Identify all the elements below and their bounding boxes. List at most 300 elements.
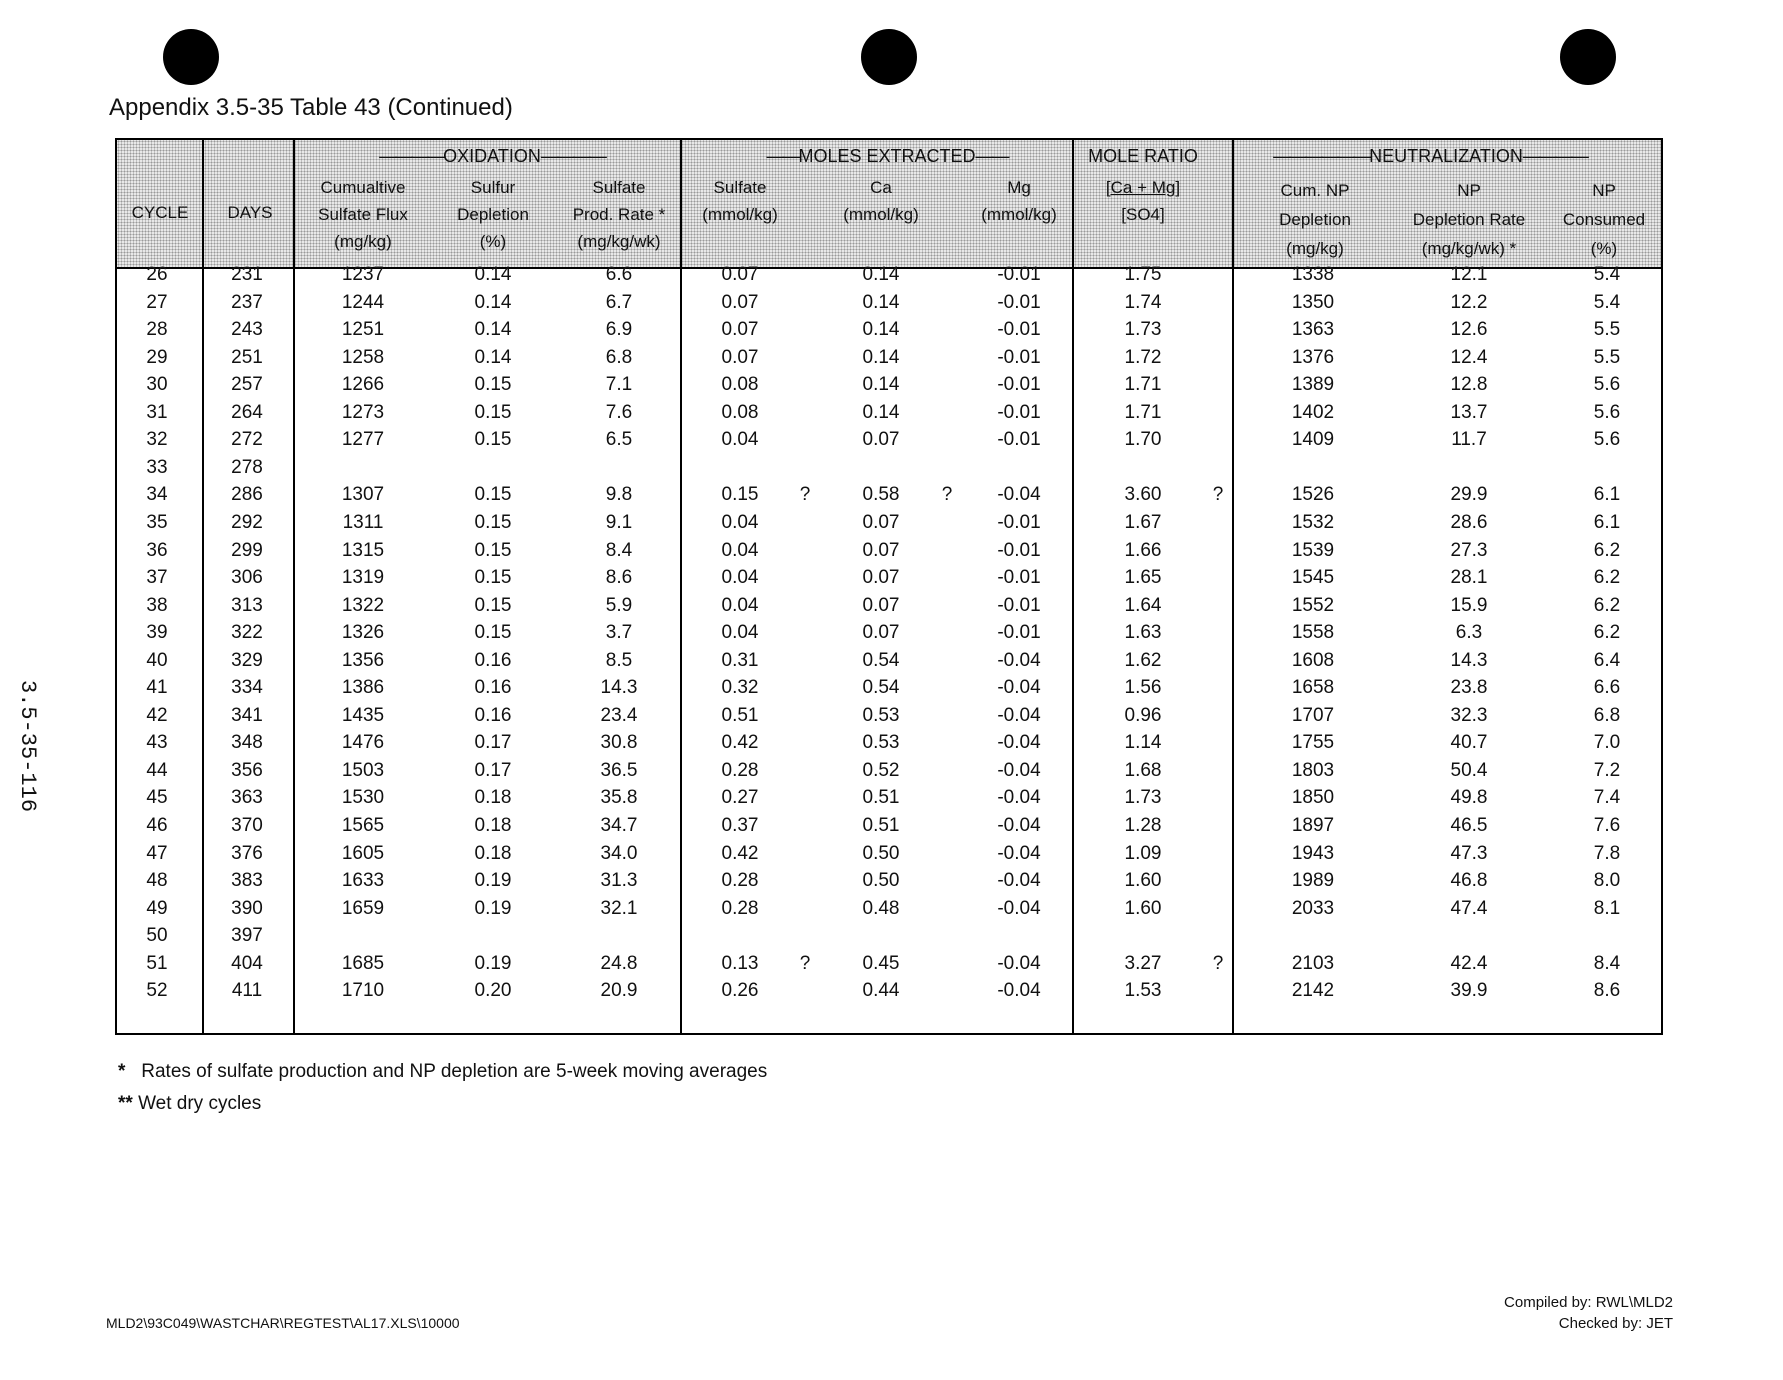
- oxidation-group-title: ————OXIDATION————: [379, 146, 605, 166]
- cell-ratio: 1.74: [1124, 291, 1162, 313]
- cell-mg: -0.04: [997, 952, 1041, 974]
- cell-nprate: 46.8: [1450, 870, 1488, 892]
- cell-cycle: 29: [146, 346, 168, 368]
- cell-sdep: 0.18: [474, 787, 512, 809]
- table-row: [117, 512, 1661, 539]
- cell-npcum: 1552: [1291, 594, 1335, 616]
- query-mark: ?: [799, 952, 811, 974]
- header-sulfur-depletion: Sulfur Depletion (%): [457, 178, 529, 251]
- cell-so4: 0.08: [721, 401, 759, 423]
- cell-ca: 0.44: [862, 980, 900, 1002]
- cell-flux: 1530: [341, 787, 385, 809]
- table-row: [117, 732, 1661, 759]
- cell-days: 257: [231, 374, 263, 396]
- cell-nprate: 28.6: [1450, 511, 1488, 533]
- page-number-vertical: 3.5-35-116: [15, 680, 40, 813]
- table-row: [117, 705, 1661, 732]
- header-sulfate-mmol: Sulfate (mmol/kg): [702, 178, 778, 224]
- cell-nprate: 12.8: [1450, 374, 1488, 396]
- cell-ca: 0.07: [862, 622, 900, 644]
- cell-sdep: 0.19: [474, 952, 512, 974]
- cell-sdep: 0.17: [474, 759, 512, 781]
- cell-ratio: 1.60: [1124, 897, 1162, 919]
- cell-nprate: 42.4: [1450, 952, 1488, 974]
- cell-ca: 0.07: [862, 429, 900, 451]
- cell-ca: 0.45: [862, 952, 900, 974]
- cell-ratio: 1.56: [1124, 677, 1162, 699]
- header-days: DAYS: [227, 203, 273, 222]
- cell-npcum: 1526: [1291, 484, 1335, 506]
- table-row: [117, 567, 1661, 594]
- cell-cycle: 51: [146, 952, 168, 974]
- cell-flux: 1319: [341, 567, 385, 589]
- header-mole-ratio: [Ca + Mg] [SO4]: [1105, 178, 1181, 224]
- cell-prod: 36.5: [600, 759, 638, 781]
- cell-mg: -0.01: [997, 374, 1041, 396]
- table-row: [117, 980, 1661, 1007]
- cell-days: 348: [231, 732, 263, 754]
- cell-ratio: 1.66: [1124, 539, 1162, 561]
- cell-npcons: 5.6: [1593, 374, 1621, 396]
- cell-ca: 0.50: [862, 870, 900, 892]
- table-row: [117, 484, 1661, 511]
- cell-so4: 0.32: [721, 677, 759, 699]
- compiled-by: Compiled by: RWL\MLD2: [1504, 1294, 1673, 1311]
- cell-days: 383: [231, 870, 263, 892]
- cell-ratio: 1.70: [1124, 429, 1162, 451]
- cell-flux: 1710: [341, 980, 385, 1002]
- cell-prod: 3.7: [605, 622, 633, 644]
- cell-ratio: 1.53: [1124, 980, 1162, 1002]
- cell-prod: 7.6: [605, 401, 633, 423]
- cell-prod: 8.6: [605, 567, 633, 589]
- cell-sdep: 0.14: [474, 291, 512, 313]
- cell-cycle: 36: [146, 539, 168, 561]
- cell-ratio: 1.09: [1124, 842, 1162, 864]
- table-row: [117, 402, 1661, 429]
- cell-sdep: 0.15: [474, 567, 512, 589]
- cell-npcum: 1338: [1291, 264, 1335, 285]
- cell-npcum: 1558: [1291, 622, 1335, 644]
- query-mark: ?: [1212, 484, 1224, 506]
- cell-prod: 20.9: [600, 980, 638, 1002]
- cell-npcum: 2033: [1291, 897, 1335, 919]
- table-row: [117, 374, 1661, 401]
- cell-prod: 7.1: [605, 374, 633, 396]
- cell-cycle: 43: [146, 732, 168, 754]
- cell-so4: 0.37: [721, 815, 759, 836]
- cell-sdep: 0.15: [474, 594, 512, 616]
- cell-nprate: 12.2: [1450, 291, 1488, 313]
- cell-cycle: 31: [146, 401, 168, 423]
- cell-ca: 0.48: [862, 897, 900, 919]
- cell-npcum: 1389: [1291, 374, 1335, 396]
- cell-mg: -0.04: [997, 484, 1041, 506]
- cell-sdep: 0.14: [474, 264, 512, 285]
- cell-days: 411: [231, 980, 263, 1002]
- cell-nprate: 15.9: [1450, 594, 1488, 616]
- table-row: [117, 925, 1661, 952]
- cell-sdep: 0.20: [474, 980, 512, 1002]
- cell-flux: 1356: [341, 649, 385, 671]
- cell-days: 329: [231, 649, 263, 671]
- cell-flux: 1258: [341, 346, 385, 368]
- cell-ca: 0.54: [862, 677, 900, 699]
- cell-flux: 1266: [341, 374, 385, 396]
- cell-prod: 6.7: [605, 291, 633, 313]
- checked-by: Checked by: JET: [1558, 1315, 1673, 1332]
- cell-days: 356: [231, 759, 263, 781]
- cell-mg: -0.01: [997, 567, 1041, 589]
- header-np-depletion-rate: NP Depletion Rate (mg/kg/wk) *: [1412, 181, 1526, 258]
- cell-ca: 0.53: [862, 704, 900, 726]
- cell-prod: 9.8: [605, 484, 633, 506]
- cell-nprate: 39.9: [1450, 980, 1488, 1002]
- ratio-group-title: MOLE RATIO: [1088, 146, 1198, 166]
- cell-prod: 32.1: [600, 897, 638, 919]
- cell-ratio: 1.72: [1124, 346, 1162, 368]
- cell-sdep: 0.19: [474, 870, 512, 892]
- cell-cycle: 52: [146, 980, 168, 1002]
- table-row: [117, 760, 1661, 787]
- cell-so4: 0.04: [721, 594, 759, 616]
- cell-cycle: 41: [146, 677, 168, 699]
- table-row: [117, 787, 1661, 814]
- cell-nprate: 32.3: [1450, 704, 1488, 726]
- cell-mg: -0.01: [997, 429, 1041, 451]
- cell-flux: 1565: [341, 815, 385, 836]
- cell-nprate: 46.5: [1450, 815, 1488, 836]
- cell-days: 278: [231, 456, 263, 478]
- binder-hole-right: [1560, 29, 1616, 85]
- cell-flux: 1605: [341, 842, 385, 864]
- cell-sdep: 0.16: [474, 704, 512, 726]
- cell-npcum: 1376: [1291, 346, 1335, 368]
- cell-npcons: 5.4: [1593, 291, 1621, 313]
- table-row: [117, 347, 1661, 374]
- cell-days: 299: [231, 539, 263, 561]
- cell-so4: 0.07: [721, 346, 759, 368]
- cell-so4: 0.07: [721, 291, 759, 313]
- cell-mg: -0.04: [997, 842, 1041, 864]
- cell-ratio: 1.65: [1124, 567, 1162, 589]
- cell-prod: 34.0: [600, 842, 638, 864]
- cell-npcons: 7.8: [1593, 842, 1621, 864]
- cell-flux: 1273: [341, 401, 385, 423]
- cell-days: 370: [231, 815, 263, 836]
- cell-days: 322: [231, 622, 263, 644]
- cell-nprate: 12.6: [1450, 319, 1488, 341]
- cell-flux: 1476: [341, 732, 385, 754]
- cell-mg: -0.04: [997, 815, 1041, 836]
- cell-mg: -0.01: [997, 319, 1041, 341]
- cell-ratio: 1.67: [1124, 511, 1162, 533]
- cell-npcons: 8.0: [1593, 870, 1621, 892]
- cell-cycle: 40: [146, 649, 168, 671]
- cell-days: 376: [231, 842, 263, 864]
- cell-npcons: 6.1: [1593, 511, 1621, 533]
- cell-days: 390: [231, 897, 263, 919]
- cell-npcons: 5.5: [1593, 346, 1621, 368]
- table-row: [117, 677, 1661, 704]
- cell-so4: 0.04: [721, 539, 759, 561]
- table-row: [117, 650, 1661, 677]
- cell-ca: 0.58: [862, 484, 900, 506]
- footnotes: [118, 1061, 767, 1125]
- cell-days: 231: [231, 264, 263, 285]
- cell-so4: 0.28: [721, 759, 759, 781]
- cell-so4: 0.42: [721, 842, 759, 864]
- cell-flux: 1307: [341, 484, 385, 506]
- table-row: [117, 898, 1661, 925]
- cell-ratio: 1.71: [1124, 401, 1162, 423]
- query-mark: ?: [799, 484, 811, 506]
- cell-mg: -0.04: [997, 677, 1041, 699]
- cell-npcons: 7.2: [1593, 759, 1621, 781]
- cell-cycle: 47: [146, 842, 168, 864]
- cell-ca: 0.51: [862, 787, 900, 809]
- cell-npcons: 6.4: [1593, 649, 1621, 671]
- cell-days: 397: [231, 925, 263, 947]
- cell-cycle: 44: [146, 759, 168, 781]
- table-row: [117, 843, 1661, 870]
- cell-flux: 1244: [341, 291, 385, 313]
- cell-sdep: 0.16: [474, 649, 512, 671]
- cell-flux: 1435: [341, 704, 385, 726]
- cell-sdep: 0.14: [474, 346, 512, 368]
- cell-ca: 0.50: [862, 842, 900, 864]
- cell-ratio: 3.27: [1124, 952, 1162, 974]
- cell-so4: 0.15: [721, 484, 759, 506]
- cell-npcons: 6.6: [1593, 677, 1621, 699]
- cell-days: 334: [231, 677, 263, 699]
- cell-cycle: 26: [146, 264, 168, 285]
- cell-cycle: 35: [146, 511, 168, 533]
- cell-ratio: 1.62: [1124, 649, 1162, 671]
- cell-so4: 0.08: [721, 374, 759, 396]
- query-mark: ?: [941, 484, 953, 506]
- cell-so4: 0.28: [721, 897, 759, 919]
- cell-so4: 0.42: [721, 732, 759, 754]
- cell-prod: 35.8: [600, 787, 638, 809]
- cell-ca: 0.07: [862, 539, 900, 561]
- header-ca-mmol: Ca (mmol/kg): [843, 178, 919, 224]
- table-header: [117, 140, 1661, 269]
- footnote-1: * Rates of sulfate production and NP depletion are 5-week moving averages: [118, 1061, 768, 1082]
- cell-prod: 9.1: [605, 511, 633, 533]
- cell-ratio: 1.73: [1124, 319, 1162, 341]
- binder-hole-center: [861, 29, 917, 85]
- cell-ca: 0.07: [862, 567, 900, 589]
- moles-group-title: ——MOLES EXTRACTED——: [766, 146, 1008, 166]
- cell-sdep: 0.15: [474, 511, 512, 533]
- table-row: [117, 457, 1661, 484]
- table-row: [117, 622, 1661, 649]
- header-mg-mmol: Mg (mmol/kg): [981, 178, 1057, 224]
- cell-prod: 23.4: [600, 704, 638, 726]
- cell-cycle: 34: [146, 484, 168, 506]
- cell-flux: 1277: [341, 429, 385, 451]
- cell-nprate: 11.7: [1451, 429, 1487, 451]
- cell-npcons: 7.4: [1593, 787, 1621, 809]
- cell-ratio: 1.71: [1124, 374, 1162, 396]
- cell-so4: 0.07: [721, 264, 759, 285]
- cell-npcons: 5.6: [1593, 401, 1621, 423]
- binder-hole-left: [163, 29, 219, 85]
- header-np-consumed: NP Consumed (%): [1562, 181, 1646, 258]
- compiled-checked-block: [1504, 1292, 1673, 1334]
- cell-so4: 0.13: [721, 952, 759, 974]
- cell-so4: 0.04: [721, 511, 759, 533]
- cell-npcons: 6.2: [1593, 594, 1621, 616]
- cell-nprate: 12.1: [1450, 264, 1488, 285]
- cell-nprate: 27.3: [1450, 539, 1488, 561]
- cell-days: 404: [231, 952, 263, 974]
- cell-mg: -0.04: [997, 897, 1041, 919]
- cell-npcons: 6.1: [1593, 484, 1621, 506]
- table-row: [117, 953, 1661, 980]
- cell-npcum: 1350: [1291, 291, 1335, 313]
- cell-ratio: 0.96: [1124, 704, 1162, 726]
- cell-nprate: 50.4: [1450, 759, 1488, 781]
- cell-cycle: 37: [146, 567, 168, 589]
- cell-flux: 1237: [341, 264, 385, 285]
- cell-prod: 8.5: [605, 649, 633, 671]
- cell-npcum: 1989: [1291, 870, 1335, 892]
- table-row: [117, 319, 1661, 346]
- table-row: [117, 429, 1661, 456]
- cell-cycle: 48: [146, 870, 168, 892]
- cell-npcum: 1363: [1291, 319, 1335, 341]
- cell-prod: 6.6: [605, 264, 633, 285]
- cell-cycle: 28: [146, 319, 168, 341]
- cell-mg: -0.01: [997, 346, 1041, 368]
- cell-flux: 1633: [341, 870, 385, 892]
- cell-flux: 1685: [341, 952, 385, 974]
- cell-sdep: 0.15: [474, 401, 512, 423]
- cell-sdep: 0.18: [474, 842, 512, 864]
- cell-flux: 1659: [341, 897, 385, 919]
- cell-ca: 0.51: [862, 815, 900, 836]
- cell-days: 264: [231, 401, 263, 423]
- cell-npcum: 1803: [1291, 759, 1335, 781]
- cell-prod: 30.8: [600, 732, 638, 754]
- cell-mg: -0.04: [997, 704, 1041, 726]
- cell-so4: 0.51: [721, 704, 759, 726]
- cell-cycle: 38: [146, 594, 168, 616]
- cell-npcons: 6.2: [1593, 539, 1621, 561]
- cell-ca: 0.52: [862, 759, 900, 781]
- cell-npcum: 1658: [1291, 677, 1335, 699]
- cell-npcum: 1532: [1291, 511, 1335, 533]
- cell-cycle: 46: [146, 815, 168, 836]
- cell-days: 292: [231, 511, 263, 533]
- cell-sdep: 0.15: [474, 429, 512, 451]
- cell-sdep: 0.17: [474, 732, 512, 754]
- cell-cycle: 45: [146, 787, 168, 809]
- cell-ratio: 1.63: [1124, 622, 1162, 644]
- cell-cycle: 49: [146, 897, 168, 919]
- cell-ratio: 1.73: [1124, 787, 1162, 809]
- cell-ratio: 3.60: [1124, 484, 1162, 506]
- table-row: [117, 540, 1661, 567]
- neutralization-group-title: ——————NEUTRALIZATION————: [1273, 146, 1587, 166]
- cell-sdep: 0.15: [474, 484, 512, 506]
- cell-ca: 0.54: [862, 649, 900, 671]
- header-cum-sulfate-flux: Cumualtive Sulfate Flux (mg/kg): [318, 178, 408, 251]
- cell-ratio: 1.75: [1124, 264, 1162, 285]
- cell-npcum: 2103: [1291, 952, 1335, 974]
- cell-flux: 1251: [341, 319, 385, 341]
- cell-mg: -0.04: [997, 787, 1041, 809]
- cell-so4: 0.28: [721, 870, 759, 892]
- cell-ca: 0.07: [862, 594, 900, 616]
- cell-npcum: 1943: [1291, 842, 1335, 864]
- cell-mg: -0.04: [997, 732, 1041, 754]
- cell-mg: -0.01: [997, 264, 1041, 285]
- table-row: [117, 870, 1661, 897]
- cell-mg: -0.01: [997, 539, 1041, 561]
- cell-days: 286: [231, 484, 263, 506]
- cell-flux: 1322: [341, 594, 385, 616]
- cell-mg: -0.01: [997, 291, 1041, 313]
- cell-sdep: 0.18: [474, 815, 512, 836]
- cell-nprate: 28.1: [1450, 567, 1488, 589]
- footnote-2: ** Wet dry cycles: [118, 1093, 262, 1114]
- cell-sdep: 0.15: [474, 539, 512, 561]
- cell-cycle: 33: [146, 456, 168, 478]
- cell-npcum: 1608: [1291, 649, 1335, 671]
- cell-npcum: 1545: [1291, 567, 1335, 589]
- cell-ca: 0.14: [862, 401, 900, 423]
- cell-npcum: 1539: [1291, 539, 1335, 561]
- query-mark: ?: [1212, 952, 1224, 974]
- cell-npcum: 1409: [1291, 429, 1335, 451]
- cell-npcons: 6.8: [1593, 704, 1621, 726]
- cell-ratio: 1.60: [1124, 870, 1162, 892]
- table-row: [117, 292, 1661, 319]
- cell-npcons: 5.4: [1593, 264, 1621, 285]
- cell-days: 251: [231, 346, 263, 368]
- cell-mg: -0.01: [997, 594, 1041, 616]
- cell-days: 313: [231, 594, 263, 616]
- cell-days: 243: [231, 319, 263, 341]
- cell-prod: 5.9: [605, 594, 633, 616]
- cell-so4: 0.26: [721, 980, 759, 1002]
- cell-flux: 1503: [341, 759, 385, 781]
- cell-prod: 34.7: [600, 815, 638, 836]
- cell-npcons: 8.6: [1593, 980, 1621, 1002]
- cell-npcum: 2142: [1291, 980, 1335, 1002]
- cell-so4: 0.27: [721, 787, 759, 809]
- cell-nprate: 14.3: [1450, 649, 1488, 671]
- cell-cycle: 39: [146, 622, 168, 644]
- table-row: [117, 595, 1661, 622]
- cell-mg: -0.04: [997, 980, 1041, 1002]
- cell-nprate: 6.3: [1455, 622, 1483, 644]
- cell-npcons: 6.2: [1593, 567, 1621, 589]
- cell-ratio: 1.68: [1124, 759, 1162, 781]
- cell-nprate: 13.7: [1450, 401, 1488, 423]
- cell-flux: 1311: [342, 511, 384, 533]
- cell-days: 341: [231, 704, 263, 726]
- cell-nprate: 49.8: [1450, 787, 1488, 809]
- cell-flux: 1315: [341, 539, 385, 561]
- cell-mg: -0.01: [997, 511, 1041, 533]
- cell-ca: 0.14: [862, 319, 900, 341]
- cell-mg: -0.04: [997, 870, 1041, 892]
- cell-cycle: 32: [146, 429, 168, 451]
